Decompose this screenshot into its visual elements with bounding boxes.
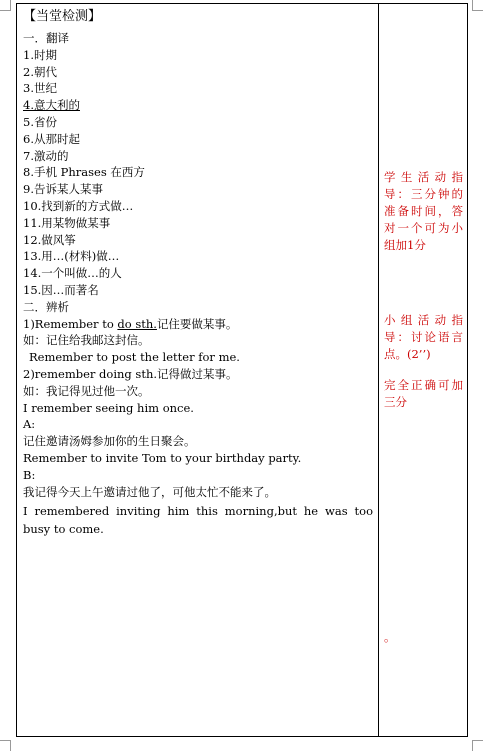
translation-item: 14.一个叫做…的人 [23,266,122,281]
exercise-b-english: I remembered inviting him this morning,but he was too busy to come. [23,504,373,537]
usage-rule-1 [23,316,373,333]
translation-item: 13.用…(材料)做… [23,249,120,264]
page-corner-mark [0,740,11,751]
exercise-a-chinese: 记住邀请汤姆参加你的生日聚会。 [23,434,196,449]
page-corner-mark [472,0,483,11]
usage-rule-1-prefix: 1)Remember to [23,316,118,331]
exercise-a-label: A: [23,417,36,432]
translation-item: 3.世纪 [23,81,57,96]
usage-rule-1-phrase: do sth. [117,316,157,331]
translation-item: 2.朝代 [23,64,57,79]
translation-item: 15.因…而著名 [23,282,99,297]
exercise-b-label: B: [23,467,36,482]
trailing-mark: 。 [384,630,396,644]
translation-item: 11.用某物做某事 [23,215,111,230]
example-1-chinese: 如：记住给我邮这封信。 [23,333,150,348]
teacher-notes-cell [379,4,468,737]
translation-item: 4.意大利的 [23,98,80,113]
main-content-cell [17,4,379,737]
translation-heading: 一．翻译 [23,31,69,45]
translation-item: 12.做风筝 [23,232,76,247]
usage-rule-2: 2)remember doing sth.记得做过某事。 [23,366,238,381]
usage-rule-1-meaning: 记住要做某事。 [156,316,238,331]
page-corner-mark [0,0,11,11]
section-title: 【当堂检测】 [23,9,102,24]
translation-item: 6.从那时起 [23,131,80,146]
translation-item: 5.省份 [23,114,57,129]
group-activity-note: 小组活动指导：讨论语言点。(2’’) [384,313,463,361]
example-2-chinese: 如：我记得见过他一次。 [23,383,150,398]
example-1-english: Remember to post the letter for me. [29,350,240,365]
student-activity-note: 学生活动指导：三分钟的准备时间，答对一个可为小组加1分 [384,170,463,252]
exercise-b-chinese: 我记得今天上午邀请过他了，可他太忙不能来了。 [23,484,276,499]
translation-item: 10.找到新的方式做… [23,198,134,213]
translation-item: 8.手机 Phrases 在西方 [23,165,145,180]
translation-item: 7.激动的 [23,148,69,163]
exercise-a-english: Remember to invite Tom to your birthday party. [23,450,302,465]
translation-item: 9.告诉某人某事 [23,182,103,197]
discrimination-heading: 二．辨析 [23,299,69,314]
page-corner-mark [472,740,483,751]
worksheet-table [16,3,468,737]
example-2-english: I remember seeing him once. [23,400,194,415]
scoring-note: 完全正确可加三分 [384,378,463,409]
translation-item: 1.时期 [23,47,57,62]
